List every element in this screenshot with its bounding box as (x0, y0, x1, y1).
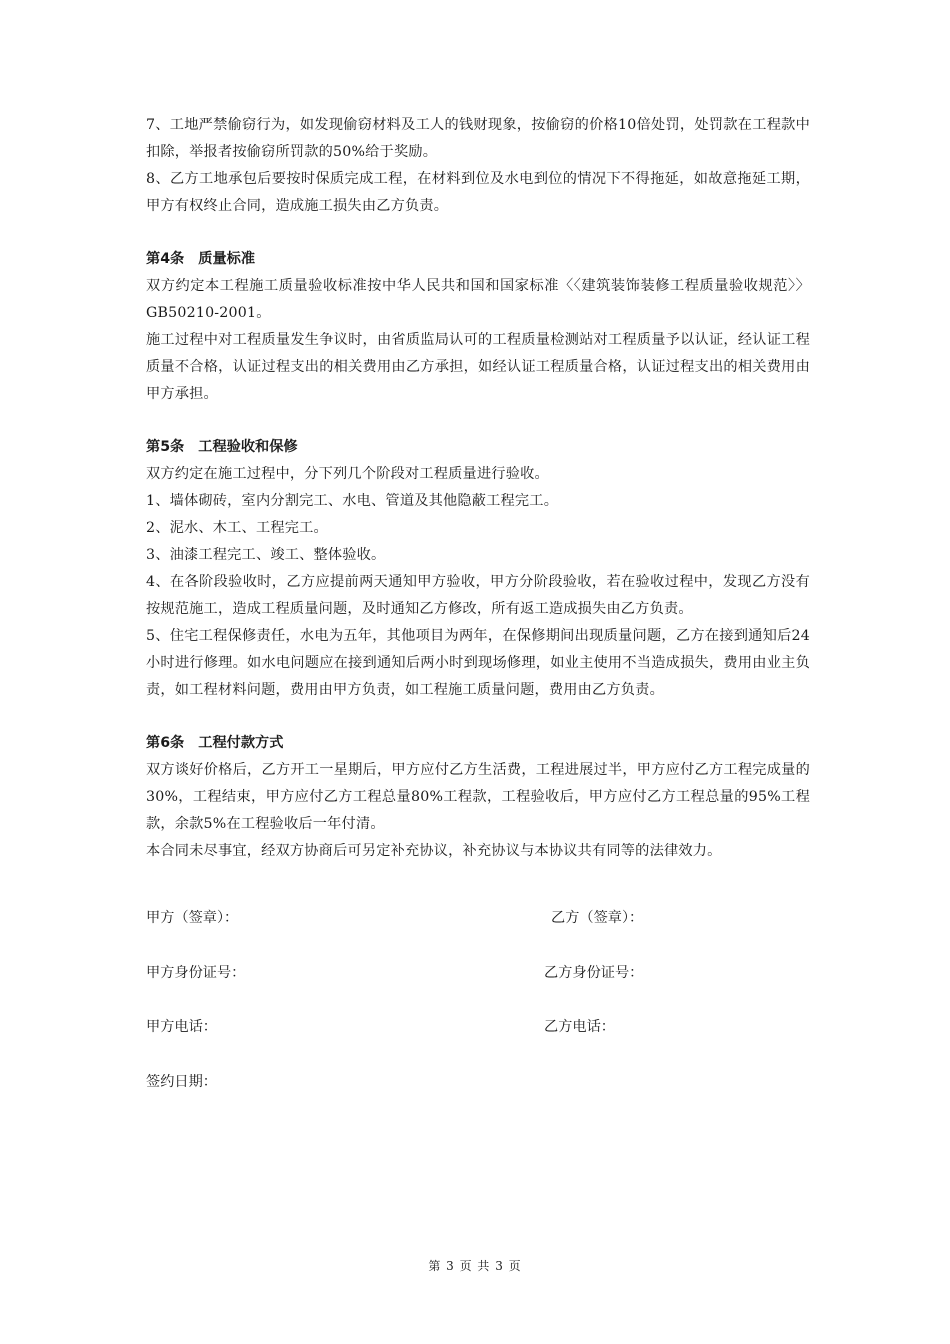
section-5-item: 4、在各阶段验收时，乙方应提前两天通知甲方验收，甲方分阶段验收，若在验收过程中，发现乙方没有按规范施工，造成工程质量问题，及时通知乙方修改，所有返工造成损失由乙方负责。 (146, 574, 810, 617)
section-6-para: 本合同未尽事宜，经双方协商后可另定补充协议，补充协议与本协议共有同等的法律效力。 (146, 843, 722, 859)
section-5-item: 3、油漆工程完工、竣工、整体验收。 (146, 547, 386, 563)
section-5-para: 双方约定在施工过程中，分下列几个阶段对工程质量进行验收。 (146, 466, 549, 482)
section-5-item: 2、泥水、木工、工程完工。 (146, 520, 328, 536)
section-4-heading: 第4条 质量标准 (146, 251, 256, 267)
section-5-heading: 第5条 工程验收和保修 (146, 439, 298, 455)
party-a-phone-label: 甲方电话： (146, 1019, 217, 1035)
clause-8: 8、乙方工地承包后要按时保质完成工程，在材料到位及水电到位的情况下不得拖延，如故意拖延工期，甲方有权终止合同，造成施工损失由乙方负责。 (146, 171, 810, 214)
section-6 (146, 730, 810, 865)
party-b-id-label: 乙方身份证号： (544, 965, 644, 981)
party-a-id-label: 甲方身份证号： (146, 965, 246, 981)
contract-body (146, 112, 810, 865)
clause-7: 7、工地严禁偷窃行为，如发现偷窃材料及工人的钱财现象，按偷窃的价格10倍处罚，处罚款在工程款中扣除，举报者按偷窃所罚款的50%给于奖励。 (146, 117, 810, 160)
section-4 (146, 246, 810, 408)
section-5-item: 1、墙体砌砖，室内分割完工、水电、管道及其他隐蔽工程完工。 (146, 493, 559, 509)
page-number: 第 3 页 共 3 页 (428, 1259, 522, 1273)
section-4-para: 施工过程中对工程质量发生争议时，由省质监局认可的工程质量检测站对工程质量予以认证，经认证工程质量不合格，认证过程支出的相关费用由乙方承担，如经认证工程质量合格，认证过程支出的相关费用由甲方承担。 (146, 332, 810, 402)
party-a-sign-label: 甲方（签章）： (146, 910, 239, 926)
section-4-para: 双方约定本工程施工质量验收标准按中华人民共和国和国家标准〈〈建筑装饰装修工程质量验收规范〉〉GB50210-2001。 (146, 278, 810, 321)
section-6-heading: 第6条 工程付款方式 (146, 735, 284, 751)
sign-date-label: 签约日期： (146, 1074, 217, 1090)
party-b-sign-label: 乙方（签章）： (551, 910, 644, 926)
party-b-phone-label: 乙方电话： (544, 1019, 615, 1035)
section-5 (146, 434, 810, 704)
section-6-para: 双方谈好价格后，乙方开工一星期后，甲方应付乙方生活费，工程进展过半，甲方应付乙方工程完成量的30%，工程结束，甲方应付乙方工程总量80%工程款，工程验收后，甲方应付乙方工程总量的95%工程款，余款5%在工程验收后一年付清。 (146, 762, 810, 832)
section-5-item: 5、住宅工程保修责任，水电为五年，其他项目为两年，在保修期间出现质量问题，乙方在接到通知后24小时进行修理。如水电问题应在接到通知后两小时到现场修理，如业主使用不当造成损失，费用由业主负责，如工程材料问题，费用由甲方负责，如工程施工质量问题，费用由乙方负责。 (146, 628, 810, 698)
